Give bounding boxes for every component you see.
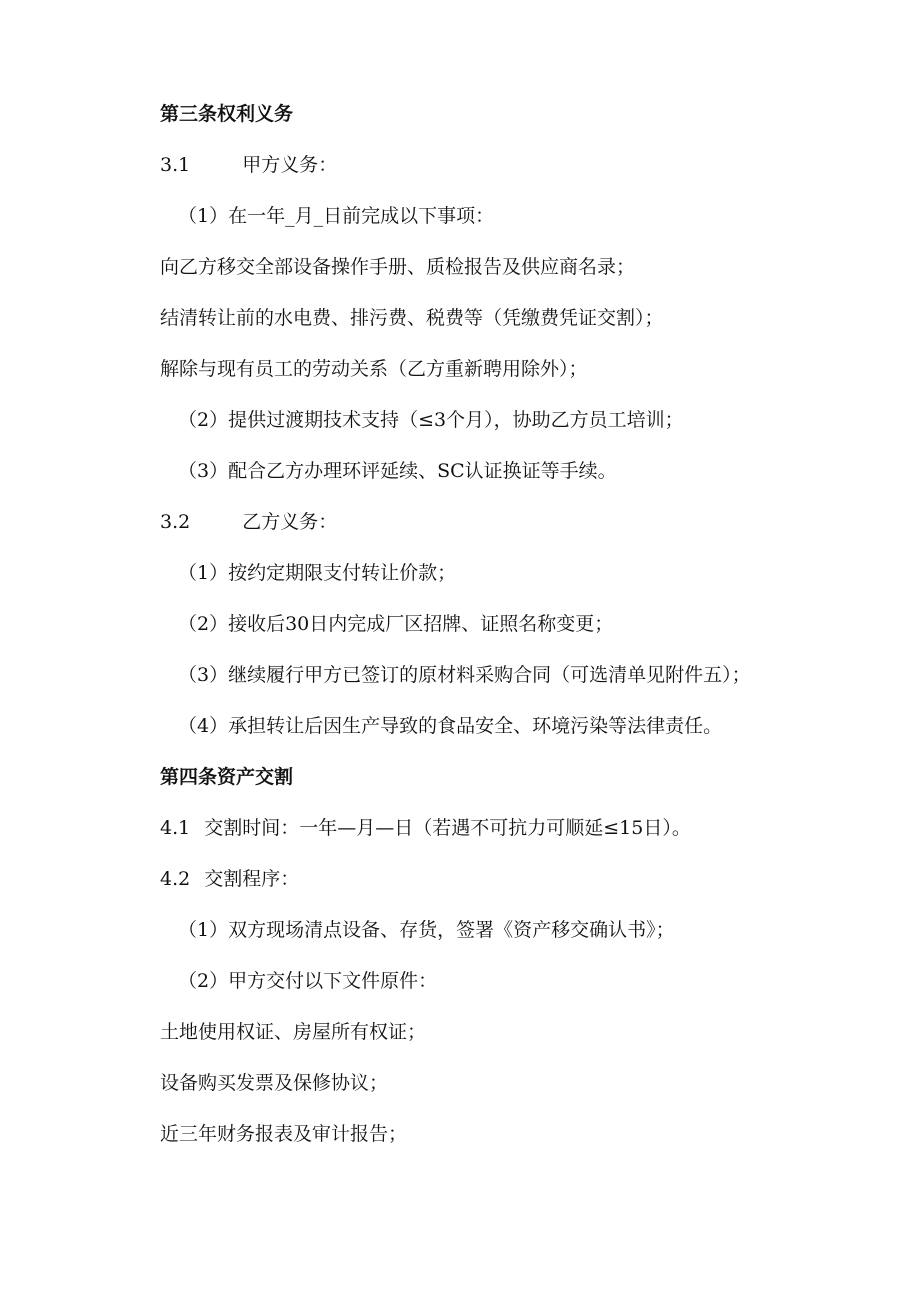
section-4-2 xyxy=(160,867,299,891)
section-4-2-item: 土地使用权证、房屋所有权证； xyxy=(160,1021,427,1043)
section-3-2-header xyxy=(160,510,337,534)
section-3-1-item: 解除与现有员工的劳动关系（乙方重新聘用除外）； xyxy=(160,358,588,380)
section-4-2-number: 4.2 xyxy=(160,868,191,890)
section-3-1-item: 结清转让前的水电费、排污费、税费等（凭缴费凭证交割）； xyxy=(160,307,664,329)
section-4-2-item: （2）甲方交付以下文件原件： xyxy=(178,970,438,992)
section-3-1-item: （1）在一年_月_日前完成以下事项： xyxy=(178,205,495,227)
section-4-2-text: 交割程序： xyxy=(204,868,300,890)
section-3-2-item: （1）按约定期限支付转让价款； xyxy=(178,562,457,584)
section-4-2-item: （1）双方现场清点设备、存货，签署《资产移交确认书》； xyxy=(178,919,675,941)
section-3-1-header xyxy=(160,153,337,177)
section-3-1-item: （2）提供过渡期技术支持（≤3个月），协助乙方员工培训； xyxy=(178,409,684,431)
section-4-1 xyxy=(160,816,691,840)
section-3-1-number: 3.1 xyxy=(160,154,191,176)
article-3-title: 第三条权利义务 xyxy=(160,103,294,125)
section-3-2-label: 乙方义务： xyxy=(242,511,338,533)
article-4-title: 第四条资产交割 xyxy=(160,766,294,788)
section-3-2-item: （3）继续履行甲方已签订的原材料采购合同（可选清单见附件五）； xyxy=(178,664,751,686)
section-3-2-number: 3.2 xyxy=(160,511,191,533)
section-4-1-number: 4.1 xyxy=(160,817,191,839)
section-3-2-item: （4）承担转让后因生产导致的食品安全、环境污染等法律责任。 xyxy=(178,715,723,737)
section-4-2-item: 设备购买发票及保修协议； xyxy=(160,1072,389,1094)
section-4-2-item: 近三年财务报表及审计报告； xyxy=(160,1123,408,1145)
section-3-1-item: 向乙方移交全部设备操作手册、质检报告及供应商名录； xyxy=(160,256,636,278)
section-3-1-item: （3）配合乙方办理环评延续、SC认证换证等手续。 xyxy=(178,460,617,482)
section-3-2-item: （2）接收后30日内完成厂区招牌、证照名称变更； xyxy=(178,613,614,635)
section-4-1-text: 交割时间：一年—月—日（若遇不可抗力可顺延≤15日）。 xyxy=(204,817,691,839)
section-3-1-label: 甲方义务： xyxy=(242,154,338,176)
